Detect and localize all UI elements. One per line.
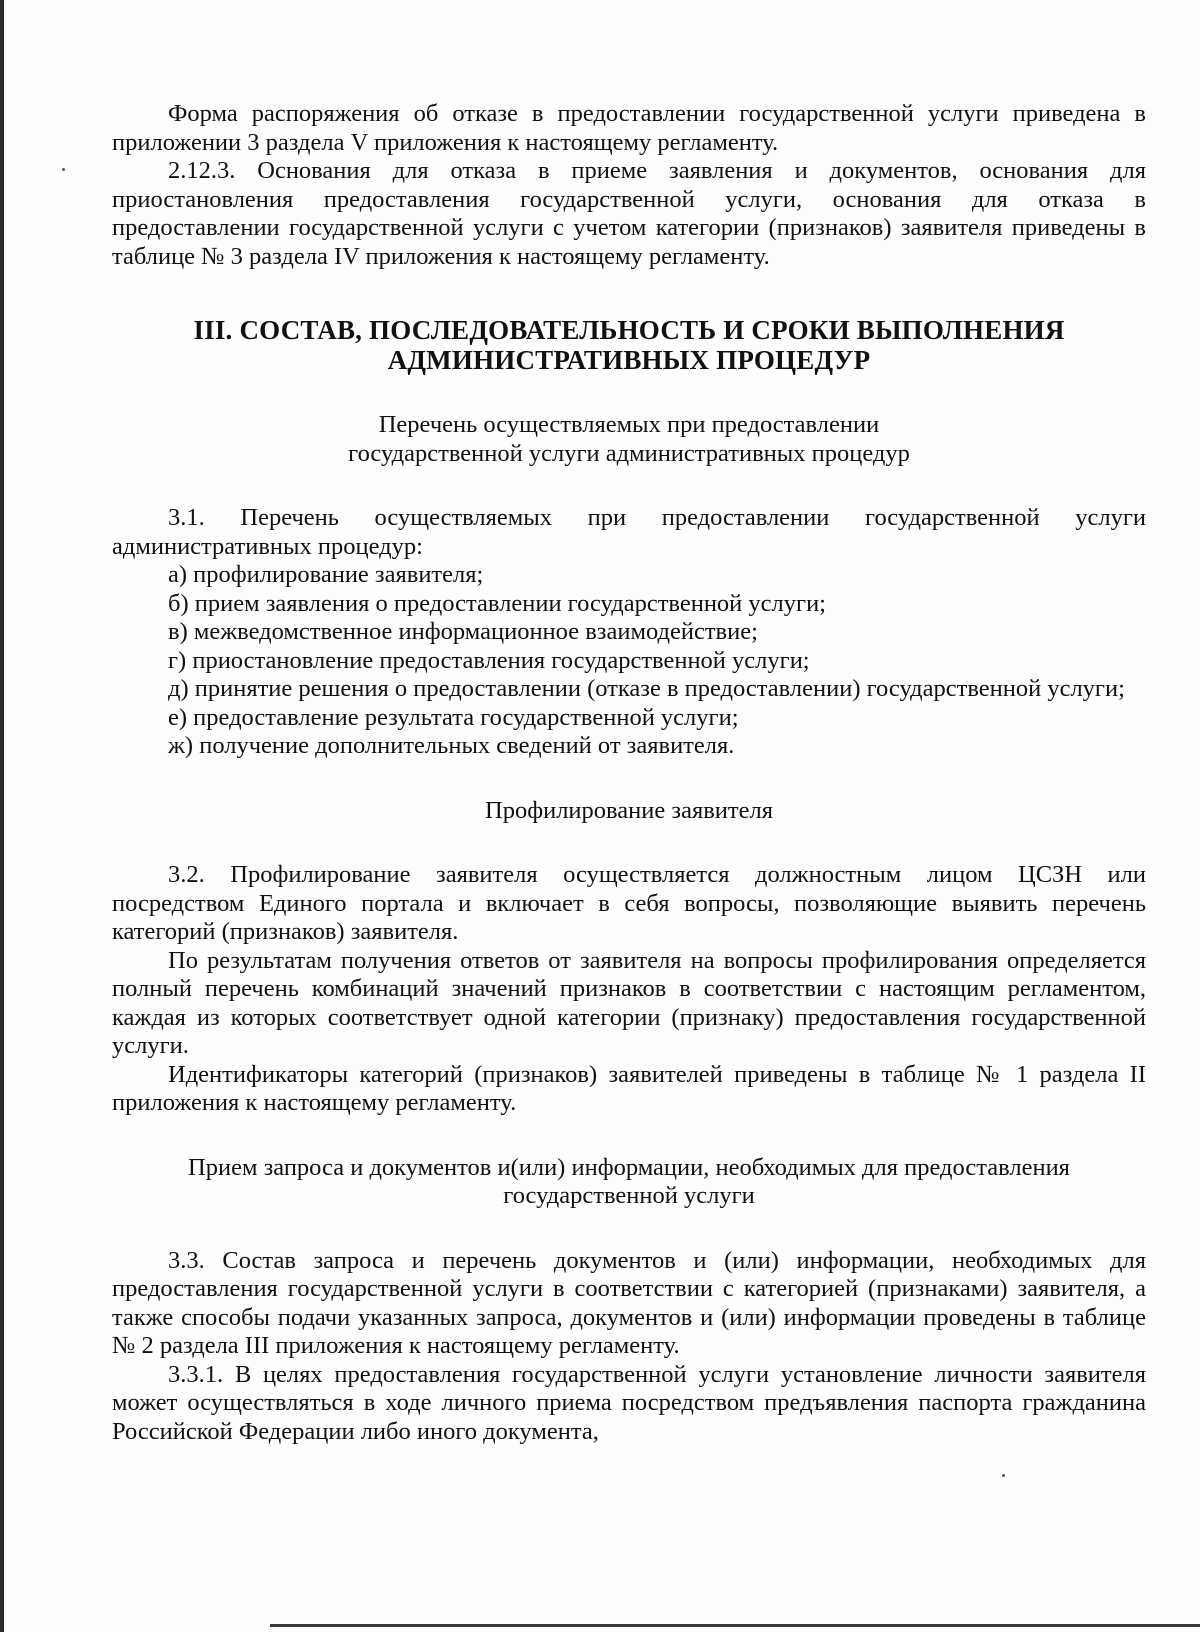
scan-speck	[1002, 1474, 1005, 1477]
document-body	[112, 100, 1146, 1446]
paragraph-2-12-3: 2.12.3. Основания для отказа в приеме заявления и документов, основания для приостановления предоставления государственной услуги, основания для отказа в предоставлении государственной услуги с учетом категории (признаков) заявителя приведены в таблице № 3 раздела IV приложения к настоящему регламенту.	[112, 157, 1146, 270]
spacer	[112, 468, 1146, 504]
paragraph-3-1: 3.1. Перечень осуществляемых при предоставлении государственной услуги административных процедур:	[112, 504, 1146, 560]
scan-speck	[62, 168, 65, 171]
subsection-title-reception	[112, 1154, 1146, 1211]
list-item: ж) получение дополнительных сведений от заявителя.	[168, 732, 735, 759]
list-item: б) прием заявления о предоставлении государственной услуги;	[168, 589, 826, 617]
subsection-title-line-2: государственной услуги	[503, 1182, 755, 1209]
spacer	[112, 271, 1146, 315]
subsection-title-procedures	[112, 411, 1146, 468]
list-item: г) приостановление предоставления государственной услуги;	[168, 646, 810, 674]
paragraph-3-2: 3.2. Профилирование заявителя осуществляется должностным лицом ЦСЗН или посредством Единого портала и включает в себя вопросы, позволяющие выявить перечень категорий (признаков) заявителя.	[112, 861, 1146, 945]
spacer	[112, 375, 1146, 411]
list-item: в) межведомственное информационное взаимодействие;	[168, 618, 758, 645]
paragraph-category-identifiers: Идентификаторы категорий (признаков) заявителей приведены в таблице № 1 раздела II приложения к настоящему регламенту.	[112, 1060, 1146, 1116]
spacer	[112, 761, 1146, 797]
subsection-title-profiling: Профилирование заявителя	[485, 796, 773, 824]
spacer	[112, 1211, 1146, 1247]
section-title-line-1: III. СОСТАВ, ПОСЛЕДОВАТЕЛЬНОСТЬ И СРОКИ ВЫПОЛНЕНИЯ	[193, 315, 1065, 345]
paragraph-3-3: 3.3. Состав запроса и перечень документов и (или) информации, необходимых для предоставления государственной услуги в соответствии с категорией (признаками) заявителя, а также способы подачи указанных запроса, документов и (или) информации проведены в таблице № 2 раздела III приложения к настоящему регламенту.	[112, 1246, 1146, 1359]
paragraph-profiling-results: По результатам получения ответов от заявителя на вопросы профилирования определяется полный перечень комбинаций значений признаков в соответствии с настоящим регламентом, каждая из которых соответствует одной категории (признаку) предоставления государственной услуги.	[112, 946, 1146, 1059]
procedures-list	[112, 561, 1146, 761]
paragraph-refusal-form: Форма распоряжения об отказе в предоставлении государственной услуги приведена в приложении 3 раздела V приложения к настоящему регламенту.	[112, 100, 1146, 156]
subsection-title-line-1: Прием запроса и документов и(или) информации, необходимых для предоставления	[188, 1153, 1070, 1181]
list-item: а) профилирование заявителя;	[168, 561, 484, 588]
section-title	[112, 315, 1146, 375]
paragraph-3-3-1: 3.3.1. В целях предоставления государственной услуги установление личности заявителя может осуществляться в ходе личного приема посредством предъявления паспорта гражданина Российской Федерации либо иного документа,	[112, 1360, 1146, 1445]
subsection-title-line-2: государственной услуги административных процедур	[348, 439, 910, 467]
spacer	[112, 1118, 1146, 1154]
list-item: д) принятие решения о предоставлении (отказе в предоставлении) государственной услуги;	[168, 675, 1125, 702]
spacer	[112, 825, 1146, 861]
subsection-title-line-1: Перечень осуществляемых при предоставлении	[378, 411, 880, 438]
list-item: е) предоставление результата государственной услуги;	[168, 703, 739, 731]
scan-left-edge	[0, 0, 4, 1632]
scan-bottom-edge	[270, 1624, 1200, 1627]
section-title-line-2: АДМИНИСТРАТИВНЫХ ПРОЦЕДУР	[387, 345, 871, 375]
